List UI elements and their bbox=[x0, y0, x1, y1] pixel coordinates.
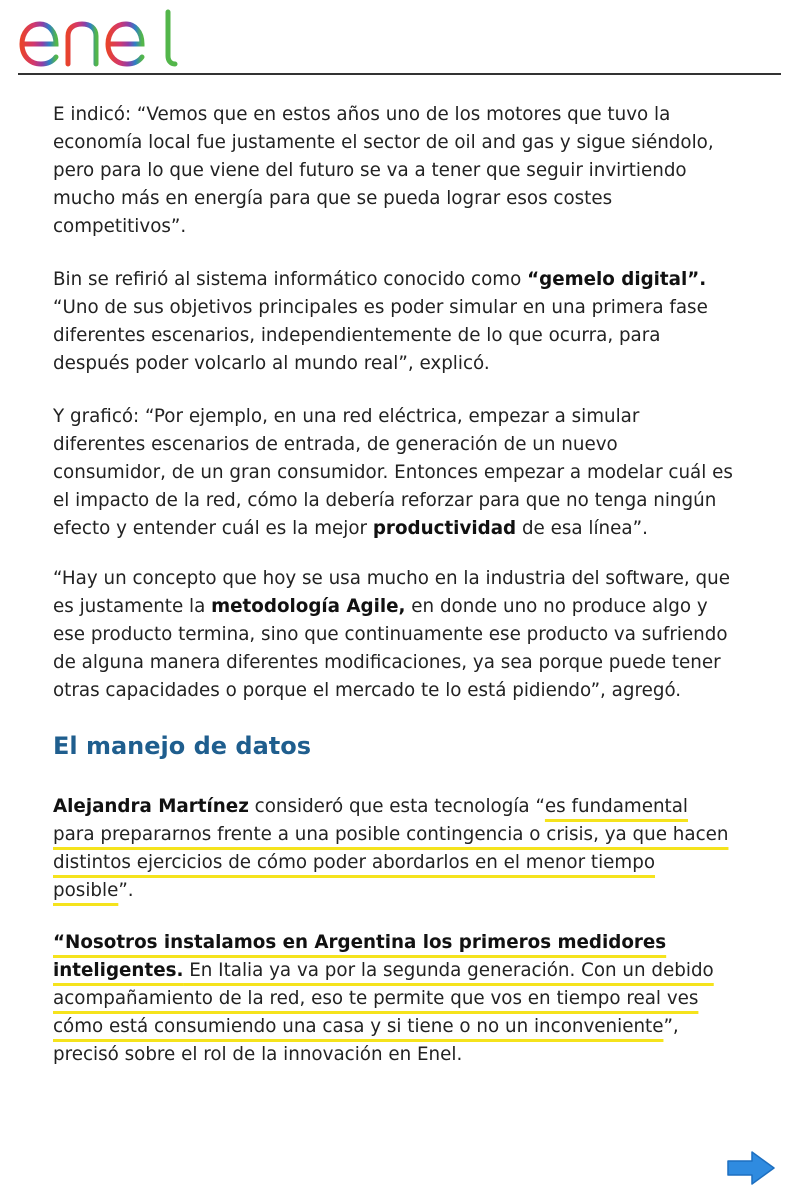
paragraph-5-bold: Alejandra Martínez bbox=[53, 796, 249, 817]
paragraph-3 bbox=[53, 403, 733, 543]
header bbox=[0, 0, 800, 76]
enel-logo-graphic bbox=[16, 6, 181, 68]
article-body bbox=[53, 101, 733, 1069]
paragraph-3-text-rest: de esa línea”. bbox=[516, 518, 648, 539]
paragraph-5-highlight: es fundamental para prepararnos frente a una posible contingencia o crisis, ya que hacen distintos ejercicios de cómo poder abordarlos en el menor tiempo posible bbox=[53, 796, 729, 901]
paragraph-3-bold: productividad bbox=[372, 518, 517, 539]
paragraph-6-bold: “Nosotros instalamos en Argentina los primeros medidores inteligentes. bbox=[53, 932, 667, 981]
section-heading: El manejo de datos bbox=[53, 732, 312, 760]
paragraph-2-text: Bin se refirió al sistema informático conocido como bbox=[53, 269, 528, 290]
paragraph-5-text: consideró que esta tecnología “ bbox=[248, 796, 545, 817]
paragraph-1-text: E indicó: “Vemos que en estos años uno de los motores que tuvo la economía local fue justamente el sector de oil and gas y sigue siéndolo, pero para lo que viene del futuro se va a tener que seguir invirtiendo mucho más en energía para que se pueda lograr esos costes competitivos”. bbox=[53, 104, 714, 237]
paragraph-6 bbox=[53, 929, 733, 1069]
paragraph-4-text-rest: en donde uno no produce algo y ese producto termina, sino que continuamente ese producto va sufriendo de alguna manera diferentes modificaciones, ya sea porque puede tener otras capacidades o porque el mercado te lo está pidiendo”, agregó. bbox=[53, 596, 728, 701]
paragraph-1 bbox=[53, 101, 733, 241]
paragraph-5-text-rest: ”. bbox=[118, 880, 134, 901]
paragraph-4 bbox=[53, 565, 733, 705]
header-divider bbox=[18, 73, 781, 75]
paragraph-2-text-rest: “Uno de sus objetivos principales es poder simular en una primera fase diferentes escenarios, independientemente de lo que ocurra, para después poder volcarlo al mundo real”, explicó. bbox=[53, 297, 708, 374]
paragraph-4-bold: metodología Agile, bbox=[211, 596, 406, 617]
paragraph-4-text: “Hay un concepto que hoy se usa mucho en la industria del software, que es justamente la bbox=[53, 568, 730, 617]
paragraph-2 bbox=[53, 266, 733, 378]
arrow-right-icon bbox=[726, 1150, 776, 1186]
enel-logo[interactable] bbox=[16, 6, 181, 72]
next-page-button[interactable] bbox=[726, 1150, 776, 1186]
paragraph-5 bbox=[53, 793, 733, 905]
paragraph-3-text: Y graficó: “Por ejemplo, en una red eléctrica, empezar a simular diferentes escenarios de entrada, de generación de un nuevo consumidor, de un gran consumidor. Entonces empezar a modelar cuál es el impacto de la red, cómo la debería reforzar para que no tenga ningún efecto y entender cuál es la mejor bbox=[53, 406, 733, 539]
paragraph-2-bold: “gemelo digital”. bbox=[527, 269, 707, 290]
paragraph-6-text-rest: ”, precisó sobre el rol de la innovación en Enel. bbox=[53, 1016, 679, 1065]
paragraph-6-highlight: En Italia ya va por la segunda generación. Con un debido acompañamiento de la red, eso te permite que vos en tiempo real ves cómo está consumiendo una casa y si tiene o no un inconveniente bbox=[53, 960, 714, 1037]
